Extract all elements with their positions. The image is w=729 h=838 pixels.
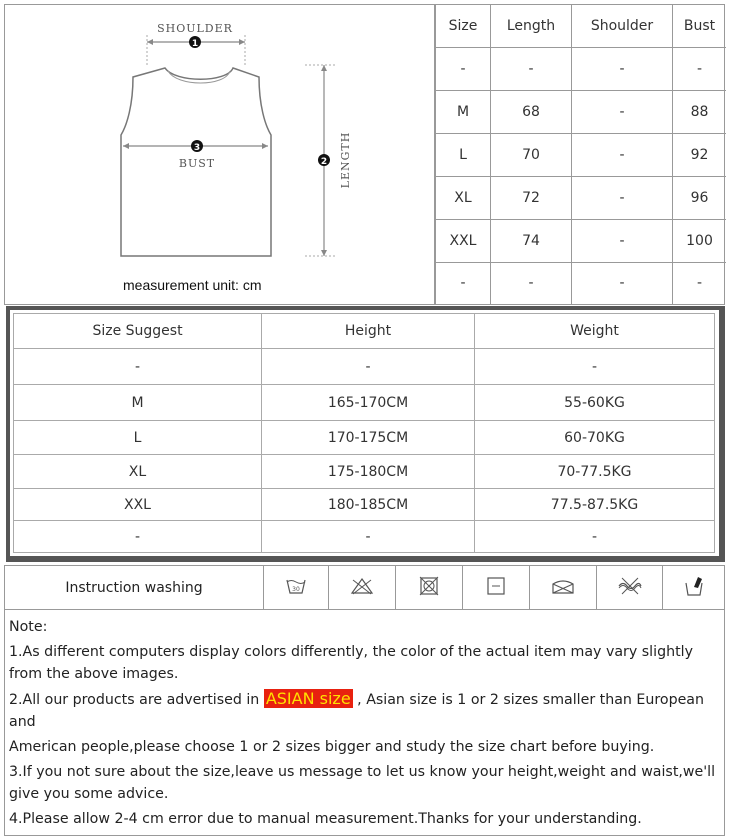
- note-2-line-2: American people,please choose 1 or 2 sizes bigger and study the size chart before buying.: [9, 739, 655, 755]
- cell: -: [572, 262, 673, 304]
- size-suggest-table: [13, 313, 715, 553]
- header-length: Length: [491, 5, 572, 47]
- cell: XL: [14, 455, 262, 489]
- note-3: 3.If you not sure about the size,leave us message to let us know your height,weight and waist,we'll give you some advice.: [9, 764, 716, 802]
- cell: 70-77.5KG: [475, 455, 715, 489]
- cell: -: [491, 262, 572, 304]
- do-not-tumble-dry-icon: [396, 566, 463, 609]
- washing-instructions-row: [4, 565, 725, 610]
- cell: -: [491, 47, 572, 90]
- cell: -: [673, 47, 727, 90]
- note-2-suffix: , Asian size is 1 or 2 sizes smaller than European and: [9, 692, 704, 730]
- cell: 180-185CM: [262, 489, 475, 521]
- cell: 70: [491, 133, 572, 176]
- table-row: [14, 385, 715, 421]
- cell: -: [262, 349, 475, 385]
- header-size: Size: [436, 5, 491, 47]
- table-header-row: [436, 5, 727, 47]
- cell: XXL: [14, 489, 262, 521]
- table-row: [436, 176, 727, 219]
- cell: -: [262, 521, 475, 553]
- svg-text:30: 30: [292, 585, 300, 593]
- cell: 72: [491, 176, 572, 219]
- cell: -: [436, 262, 491, 304]
- cell: 68: [491, 90, 572, 133]
- cell: -: [475, 521, 715, 553]
- note-2-prefix: 2.All our products are advertised in: [9, 692, 264, 708]
- cell: 96: [673, 176, 727, 219]
- table-row: [14, 521, 715, 553]
- cell: -: [572, 47, 673, 90]
- header-shoulder: Shoulder: [572, 5, 673, 47]
- cell: 100: [673, 219, 727, 262]
- do-not-wring-icon: [597, 566, 663, 609]
- table-row: [14, 455, 715, 489]
- shoulder-label: SHOULDER: [157, 22, 233, 35]
- table-row: [436, 219, 727, 262]
- marker-3-label: 3: [193, 143, 201, 153]
- cell: L: [436, 133, 491, 176]
- cell: -: [475, 349, 715, 385]
- size-table: [435, 5, 726, 304]
- cell: M: [436, 90, 491, 133]
- note-4: 4.Please allow 2-4 cm error due to manual measurement.Thanks for your understanding.: [9, 811, 642, 827]
- table-row: [436, 133, 727, 176]
- cell: 77.5-87.5KG: [475, 489, 715, 521]
- cell: M: [14, 385, 262, 421]
- header-size-suggest: Size Suggest: [14, 314, 262, 349]
- note-2: [9, 688, 724, 733]
- header-weight: Weight: [475, 314, 715, 349]
- table-row: [14, 421, 715, 455]
- cell: 88: [673, 90, 727, 133]
- size-chart-section: [4, 4, 725, 305]
- cell: -: [673, 262, 727, 304]
- table-row: [14, 349, 715, 385]
- cell: 170-175CM: [262, 421, 475, 455]
- size-suggest-section: [6, 306, 725, 562]
- table-row: [436, 47, 727, 90]
- dry-flat-icon: [463, 566, 530, 609]
- table-row: [436, 262, 727, 304]
- cell: 165-170CM: [262, 385, 475, 421]
- notes-section: [4, 610, 725, 836]
- table-header-row: [14, 314, 715, 349]
- cell: -: [572, 219, 673, 262]
- do-not-bleach-icon: [329, 566, 396, 609]
- washing-label: Instruction washing: [65, 579, 203, 596]
- measurement-unit-text: measurement unit: cm: [123, 277, 262, 293]
- cell: -: [572, 133, 673, 176]
- table-row: [436, 90, 727, 133]
- hand-wash-30-icon: [264, 566, 329, 609]
- cell: XXL: [436, 219, 491, 262]
- cell: L: [14, 421, 262, 455]
- cell: -: [572, 176, 673, 219]
- header-height: Height: [262, 314, 475, 349]
- cell: 92: [673, 133, 727, 176]
- note-title: Note:: [9, 619, 48, 635]
- cell: -: [14, 521, 262, 553]
- tank-top-diagram: [5, 5, 435, 304]
- cell: 74: [491, 219, 572, 262]
- length-label: LENGTH: [339, 131, 352, 189]
- cell: XL: [436, 176, 491, 219]
- do-not-dry-clean-icon: [663, 566, 725, 609]
- note-1: 1.As different computers display colors differently, the color of the actual item may vary slightly from the above images.: [9, 644, 693, 682]
- bust-label: BUST: [178, 157, 216, 170]
- cell: 60-70KG: [475, 421, 715, 455]
- cell: 175-180CM: [262, 455, 475, 489]
- header-bust: Bust: [673, 5, 727, 47]
- marker-2-label: 2: [320, 157, 328, 167]
- iron-icon: [530, 566, 597, 609]
- asian-size-highlight: ASIAN size: [265, 689, 351, 708]
- cell: 55-60KG: [475, 385, 715, 421]
- table-row: [14, 489, 715, 521]
- marker-1-label: 1: [191, 39, 199, 49]
- garment-measurement-illustration: [5, 5, 435, 304]
- cell: -: [572, 90, 673, 133]
- washing-table: [5, 566, 724, 609]
- cell: -: [14, 349, 262, 385]
- cell: -: [436, 47, 491, 90]
